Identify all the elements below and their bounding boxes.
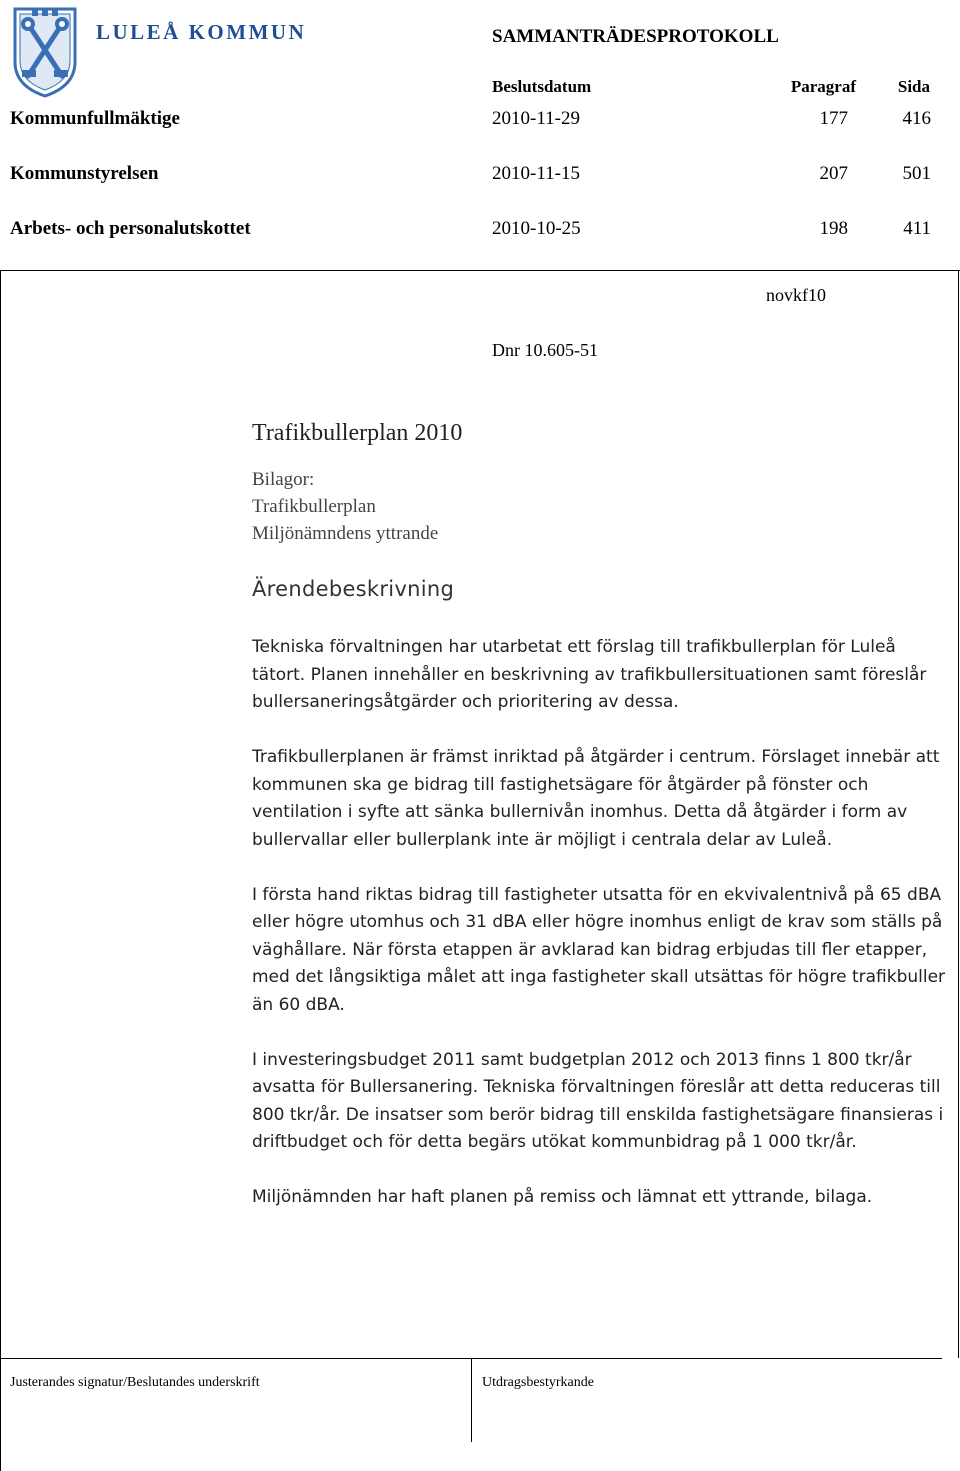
decision-page: 501: [902, 163, 931, 184]
coat-of-arms-icon: [12, 6, 78, 98]
body-paragraph: Tekniska förvaltningen har utarbetat ett förslag till trafikbullerplan för Luleå tätort. Planen innehåller en beskrivning av trafikbullersituationen samt föreslår bullersaneringsåtgärder och prioritering av dessa.: [252, 637, 927, 712]
column-header-paragraph: Paragraf: [790, 77, 856, 96]
attachment-item: Miljönämndens yttrande: [252, 523, 439, 544]
case-description: [252, 634, 952, 1239]
decision-date: 2010-11-15: [492, 163, 580, 184]
body-paragraph: I första hand riktas bidrag till fastigheter utsatta för en ekvivalentnivå på 65 dBA eller högre utomhus och 31 dBA eller högre inomhus enligt de krav som ställs på väghållare. När första etappen är avklarad kan bidrag erbjudas till fler etapper, med det långsiktiga målet att inga fastigheter skall utsättas för högre trafikbuller än 60 dBA.: [252, 884, 946, 1015]
section-heading: Ärendebeskrivning: [252, 577, 455, 601]
decision-paragraph: 198: [819, 218, 848, 239]
frame-left-rule: [0, 270, 1, 1471]
decision-body: Kommunfullmäktige: [10, 108, 180, 129]
attachment-item: Trafikbullerplan: [252, 496, 376, 517]
page-title: Trafikbullerplan 2010: [252, 420, 463, 446]
decision-body: Kommunstyrelsen: [10, 163, 159, 184]
body-paragraph: Trafikbullerplanen är främst inriktad på åtgärder i centrum. Förslaget innebär att kommunen ska ge bidrag till fastighetsägare för åtgärder på fönster och ventilation i syfte att sänka bullernivån inomhus. Detta då åtgärder i form av bullervallar eller bullerplank inte är möjligt i centrala delar av Luleå.: [252, 747, 940, 850]
document-code: novkf10: [766, 285, 826, 305]
body-paragraph: I investeringsbudget 2011 samt budgetplan 2012 och 2013 finns 1 800 tkr/år avsatta för Bullersanering. Tekniska förvaltningen föreslår att detta reduceras till 800 tkr/år. De insatser som berör bidrag till enskilda fastighetsägare finansieras i driftbudget och för detta begärs utökat kommunbidrag på 1 000 tkr/år.: [252, 1049, 944, 1152]
attachments-label: Bilagor:: [252, 469, 315, 490]
org-name: LULEÅ KOMMUN: [96, 20, 307, 44]
frame-right-rule: [958, 270, 959, 1358]
certification-label: Utdragsbestyrkande: [482, 1375, 594, 1390]
decision-date: 2010-10-25: [492, 218, 581, 239]
column-header-date: Beslutsdatum: [492, 77, 592, 96]
footer-split-rule: [471, 1358, 472, 1442]
signature-label: Justerandes signatur/Beslutandes underskrift: [10, 1375, 260, 1390]
decision-paragraph: 177: [819, 108, 848, 129]
decision-page: 416: [902, 108, 931, 129]
decision-paragraph: 207: [819, 163, 848, 184]
decision-page: 411: [903, 218, 931, 239]
document-type: SAMMANTRÄDESPROTOKOLL: [492, 26, 779, 47]
decision-body: Arbets- och personalutskottet: [10, 218, 251, 239]
frame-top-rule: [0, 270, 960, 271]
body-paragraph: Miljönämnden har haft planen på remiss och lämnat ett yttrande, bilaga.: [252, 1187, 873, 1207]
decision-date: 2010-11-29: [492, 108, 580, 129]
column-header-page: Sida: [897, 77, 930, 96]
registration-number: Dnr 10.605-51: [492, 340, 598, 360]
